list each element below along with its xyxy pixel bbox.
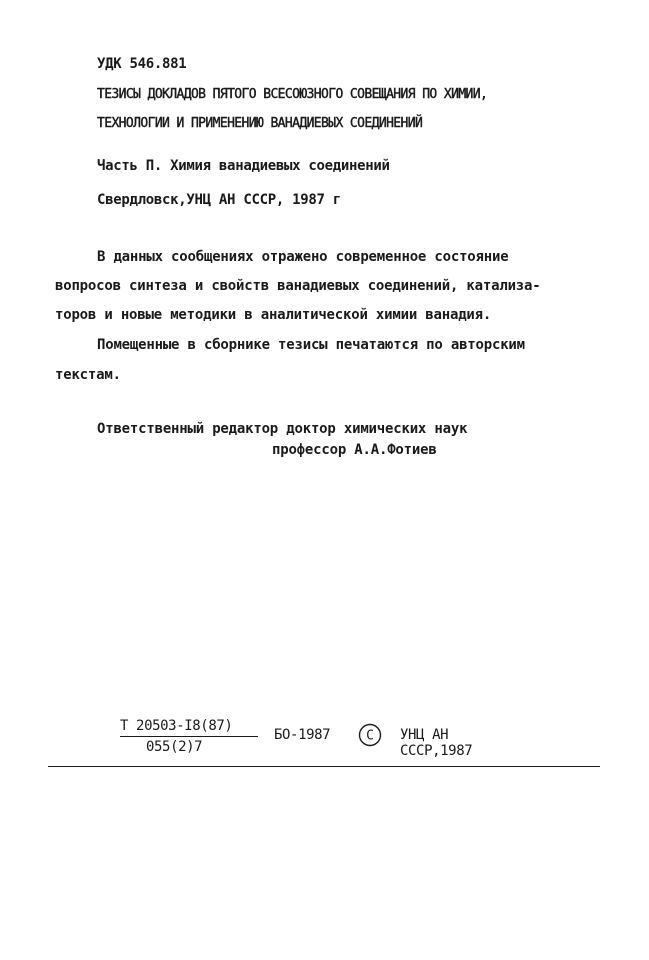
fraction-numerator: Т 20503-I8(87) (120, 718, 233, 734)
editor-line-2: профессор А.А.Фотиев (272, 442, 437, 458)
title-line-2: ТЕХНОЛОГИИ И ПРИМЕНЕНИЮ ВАНАДИЕВЫХ СОЕДИНЕНИЙ (97, 116, 423, 131)
editor-line-1: Ответственный редактор доктор химических наук (97, 421, 468, 437)
print-code: БО-1987 (274, 727, 331, 743)
abstract-para2-line1: Помещенные в сборнике тезисы печатаются по авторским (97, 337, 525, 353)
publication-info: Свердловск,УНЦ АН СССР, 1987 г (97, 192, 341, 208)
fraction-denominator: 055(2)7 (146, 739, 203, 755)
abstract-para1-line1: В данных сообщениях отражено современное состояние (97, 249, 509, 265)
bottom-rule (48, 766, 600, 767)
abstract-para1-line3: торов и новые методики в аналитической химии ванадия. (55, 307, 492, 323)
udk-code: УДК 546.881 (97, 56, 187, 72)
title-line-1: ТЕЗИСЫ ДОКЛАДОВ ПЯТОГО ВСЕСОЮЗНОГО СОВЕЩАНИЯ ПО ХИМИИ, (97, 87, 488, 102)
part-title: Часть П. Химия ванадиевых соединений (97, 158, 390, 174)
fraction-bar (120, 736, 258, 737)
abstract-para1-line2: вопросов синтеза и свойств ванадиевых соединений, катализа- (55, 278, 541, 294)
copyright-icon (358, 723, 382, 747)
publisher-year: УНЦ АН СССР,1987 (400, 727, 473, 759)
copyright-letter: С (366, 728, 374, 744)
abstract-para2-line2: текстам. (55, 367, 121, 383)
